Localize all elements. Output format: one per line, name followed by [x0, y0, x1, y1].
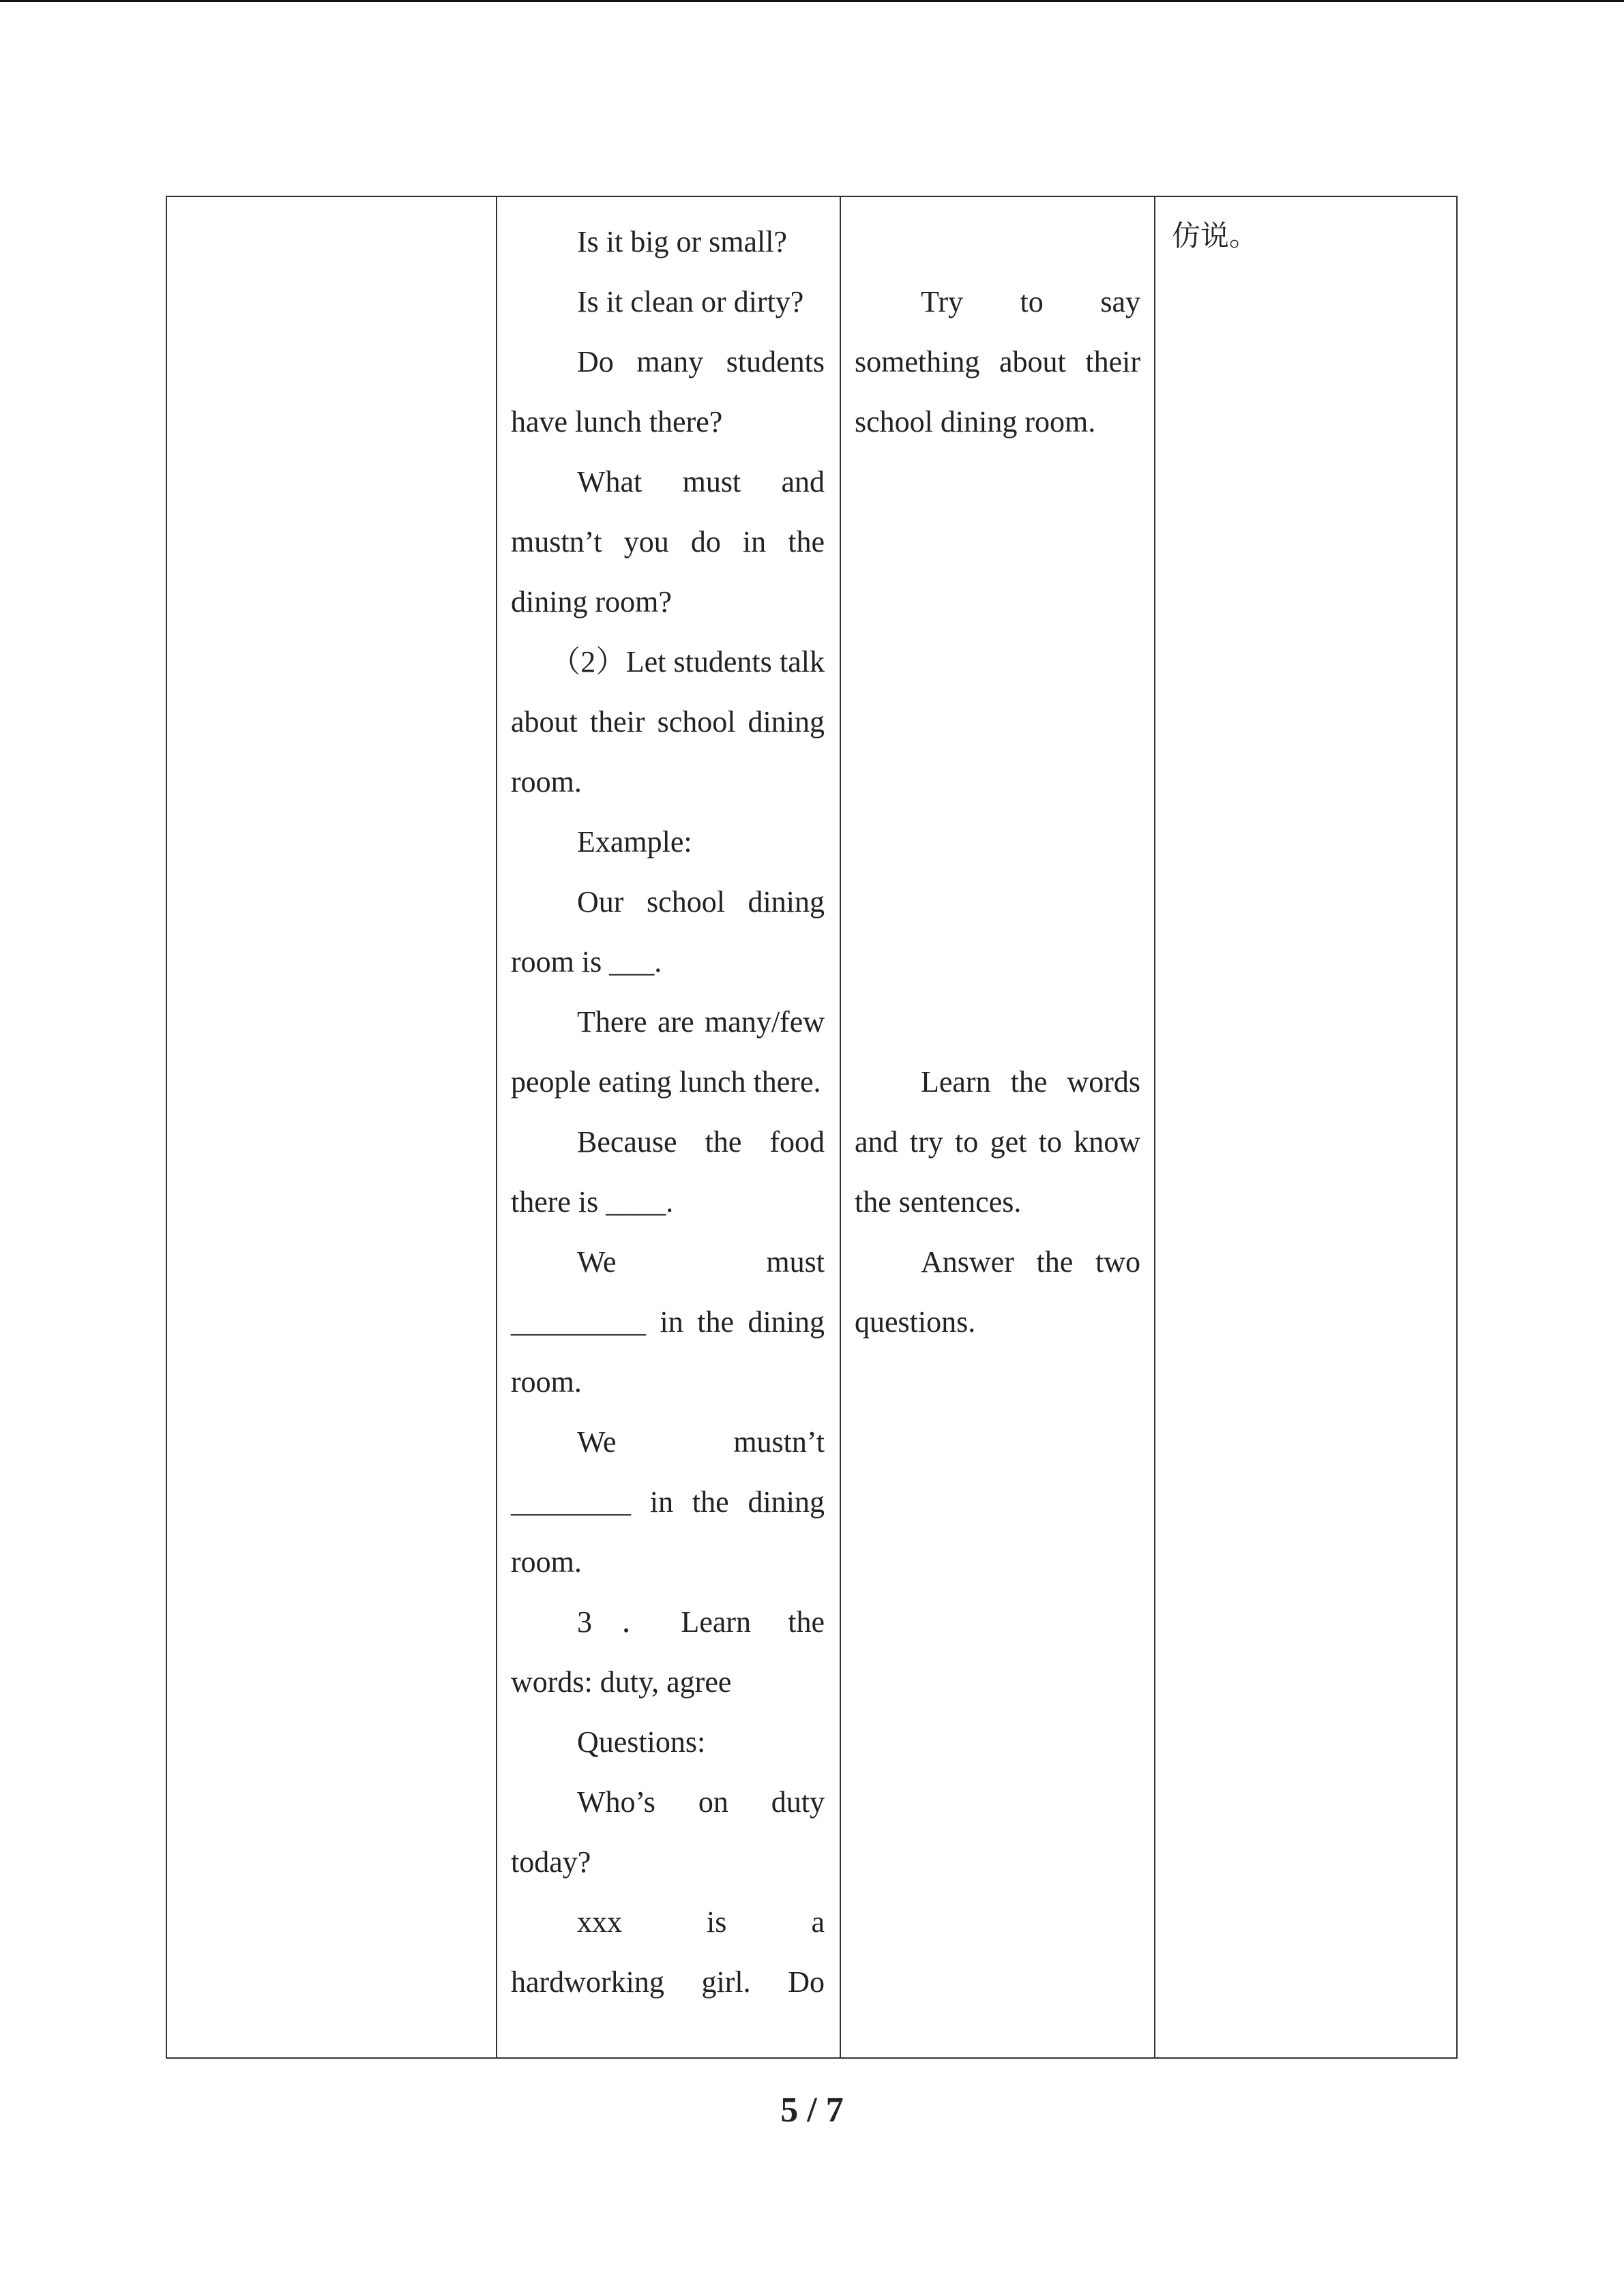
student-activity: Try to say something about their school dining room.: [855, 285, 1140, 438]
activity-line: We mustn’t ________ in the dining room.: [511, 1425, 825, 1579]
student-activity: Learn the words and try to get to know the sentences.: [855, 1065, 1140, 1219]
activity-line: What must and mustn’t you do in the dining room?: [511, 465, 825, 618]
activity-line: We must _________ in the dining room.: [511, 1245, 825, 1399]
purpose-column: [1155, 197, 1459, 2057]
student-activities-column: [841, 197, 1155, 2057]
activity-line: xxx is a hardworking girl. Do: [511, 1905, 825, 1999]
lesson-plan-table: [166, 196, 1458, 2059]
activity-line: 3．Learn the words: duty, agree: [511, 1605, 825, 1699]
top-border-line: [0, 0, 1624, 2]
activity-line: Example:: [577, 825, 692, 859]
teacher-activities-column: [497, 197, 841, 2057]
activity-line: （2）Let students talk about their school dining room.: [511, 645, 825, 799]
student-activity: Answer the two questions.: [855, 1245, 1140, 1339]
activity-line: Our school dining room is ___.: [511, 885, 825, 979]
page-number: 5 / 7: [780, 2091, 844, 2130]
activity-line: Is it big or small?: [577, 225, 787, 258]
activity-line: Because the food there is ____.: [511, 1125, 825, 1219]
activity-line: Is it clean or dirty?: [577, 285, 804, 318]
purpose-text: 仿说。: [1172, 219, 1258, 252]
activity-line: Do many students have lunch there?: [511, 345, 825, 438]
column-gap: [855, 452, 1140, 1052]
activity-line: Questions:: [577, 1725, 706, 1759]
stage-column: [167, 197, 497, 2057]
activity-line: There are many/few people eating lunch there.: [511, 1005, 825, 1099]
activity-line: Who’s on duty today?: [511, 1785, 825, 1879]
